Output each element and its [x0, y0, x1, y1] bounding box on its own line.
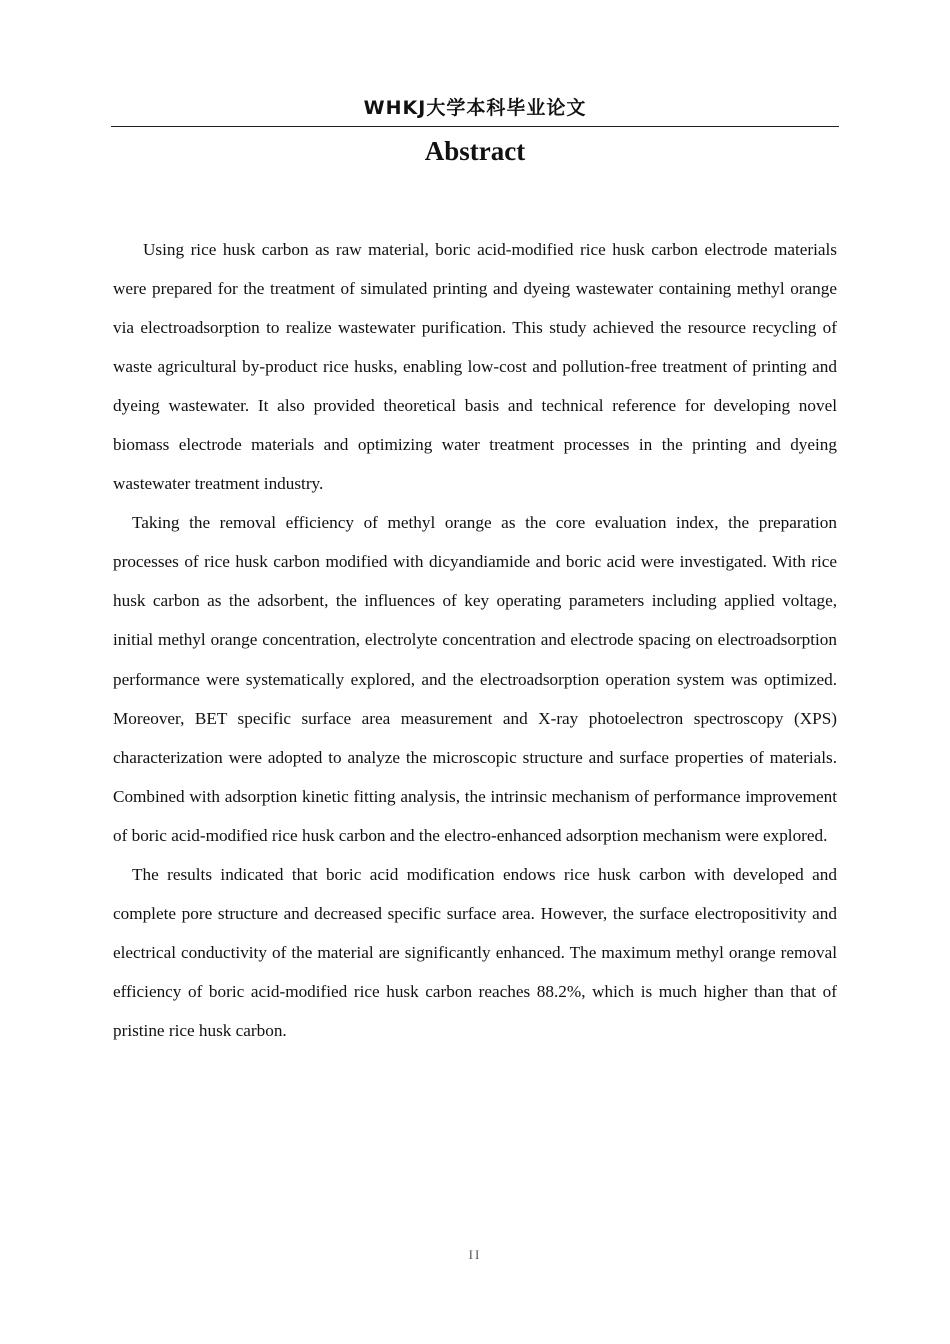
abstract-heading: Abstract: [424, 136, 526, 166]
abstract-paragraph-1: Using rice husk carbon as raw material, boric acid-modified rice husk carbon electrode materials were prepared for the treatment of simulated printing and dyeing wastewater containing methyl orange via electroadsorption to realize wastewater purification. This study achieved the resource recycling of waste agricultural by-product rice husks, enabling low-cost and pollution-free treatment of printing and dyeing wastewater. It also provided theoretical basis and technical reference for developing novel biomass electrode materials and optimizing water treatment processes in the printing and dyeing wastewater treatment industry.: [113, 240, 837, 494]
page-header: [111, 92, 839, 127]
abstract-body: [113, 230, 837, 1050]
abstract-paragraph-3: The results indicated that boric acid modification endows rice husk carbon with developed and complete pore structure and decreased specific surface area. However, the surface electropositivity and electrical conductivity of the material are significantly enhanced. The maximum methyl orange removal efficiency of boric acid-modified rice husk carbon reaches 88.2%, which is much higher than that of pristine rice husk carbon.: [113, 864, 837, 1040]
header-title: WHKJ大学本科毕业论文: [363, 97, 587, 119]
abstract-paragraph-2: Taking the removal efficiency of methyl orange as the core evaluation index, the preparation processes of rice husk carbon modified with dicyandiamide and boric acid were investigated. With rice husk carbon as the adsorbent, the influences of key operating parameters including applied voltage, initial methyl orange concentration, electrolyte concentration and electrode spacing on electroadsorption performance were systematically explored, and the electroadsorption operation system was optimized. Moreover, BET specific surface area measurement and X-ray photoelectron spectroscopy (XPS) characterization were adopted to analyze the microscopic structure and surface properties of materials. Combined with adsorption kinetic fitting analysis, the intrinsic mechanism of performance improvement of boric acid-modified rice husk carbon and the electro-enhanced adsorption mechanism were explored.: [113, 513, 837, 845]
page-number: II: [468, 1247, 482, 1262]
